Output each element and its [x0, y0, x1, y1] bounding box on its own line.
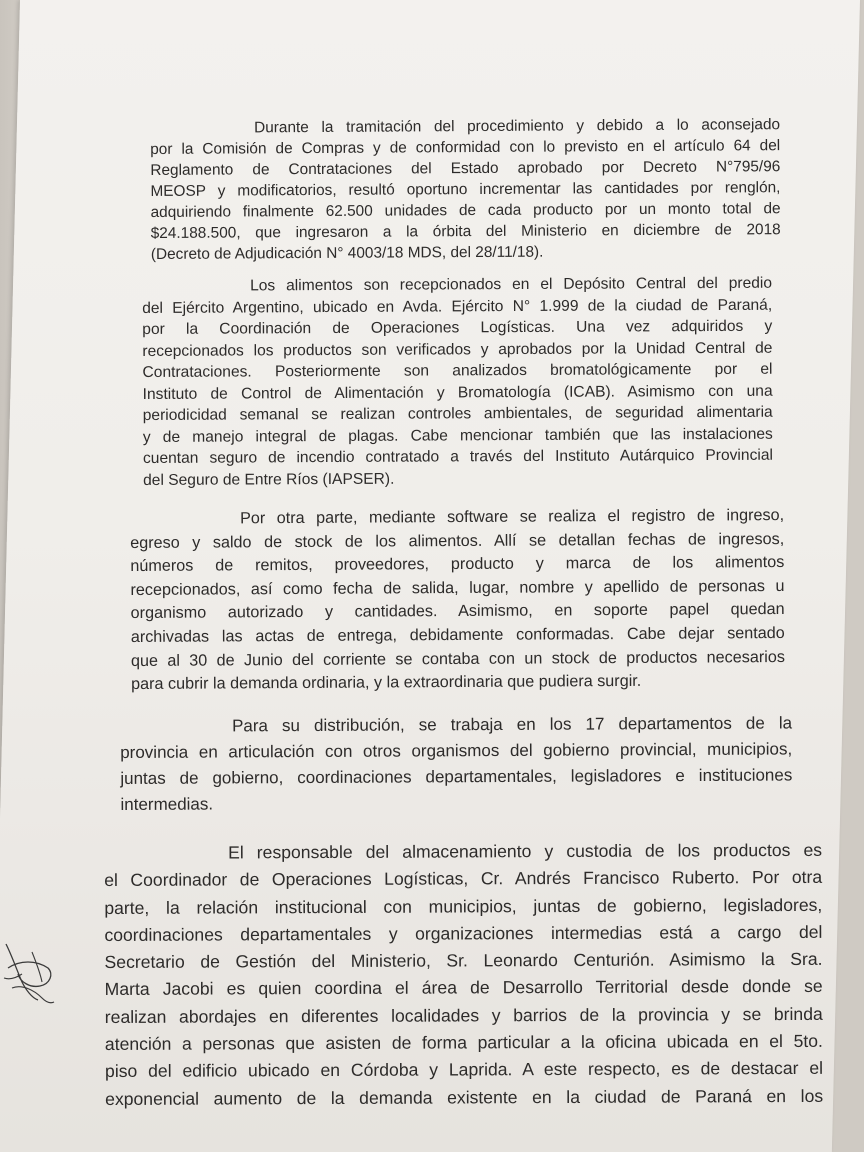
text-line: Para su distribución, se trabaja en los 17 departamentos de la	[232, 713, 793, 736]
text-line: para cubrir la demanda ordinaria, y la extraordinaria que pudiera surgir.	[131, 672, 642, 694]
paragraph-stock-registry	[130, 504, 785, 697]
text-line: intermedias.	[120, 794, 214, 814]
text-line: parte, la relación institucional con municipios, juntas de gobierno, legisladores,	[104, 894, 823, 918]
text-line: que al 30 de Junio del corriente se contaba con un stock de productos necesarios	[130, 647, 785, 670]
text-line: El responsable del almacenamiento y custodia de los productos es	[228, 839, 823, 863]
text-line: Los alimentos son recepcionados en el Depósito Central del predio	[250, 274, 773, 295]
paragraph-procurement	[150, 114, 781, 265]
text-line: y de manejo integral de plagas. Cabe mencionar también que las instalaciones	[142, 425, 773, 446]
text-line: cuentan seguro de incendio contratado a través del Instituto Autárquico Provincial	[142, 446, 773, 467]
text-line: del Ejército Argentino, ubicado en Avda. Ejército N° 1.999 de la ciudad de Paraná,	[142, 296, 773, 317]
text-line: recepcionados, así como fecha de salida, lugar, nombre y apellido de personas u	[130, 576, 785, 599]
text-line: juntas de gobierno, coordinaciones departamentales, legisladores e instituciones	[120, 765, 793, 788]
text-line: Marta Jacobi es quien coordina el área de Desarrollo Territorial desde donde se	[104, 976, 823, 1000]
text-line: adquiriendo finalmente 62.500 unidades de cada producto por un monto total de	[150, 200, 781, 221]
text-line: organismo autorizado y cantidades. Asimismo, en soporte papel quedan	[130, 600, 785, 623]
text-line: Durante la tramitación del procedimiento y debido a lo aconsejado	[254, 116, 781, 137]
text-line: periodicidad semanal se realizan controles ambientales, de seguridad alimentaria	[142, 403, 773, 424]
paragraph-food-reception	[142, 273, 773, 491]
text-line: (Decreto de Adjudicación N° 4003/18 MDS, del 28/11/18).	[150, 243, 544, 263]
text-line: exponencial aumento de la demanda existente en la ciudad de Paraná en los	[105, 1085, 824, 1109]
text-line: Reglamento de Contrataciones del Estado aprobado por Decreto N°795/96	[150, 158, 781, 179]
text-line: recepcionados los productos son verificados y aprobados por la Unidad Central de	[142, 339, 773, 360]
text-line: piso del edificio ubicado en Córdoba y Laprida. A este respecto, es de destacar el	[104, 1058, 824, 1082]
text-line: MEOSP y modificatorios, resultó oportuno incrementar las cantidades por renglón,	[150, 179, 781, 200]
text-line: Secretario de Gestión del Ministerio, Sr. Leonardo Centurión. Asimismo la Sra.	[104, 949, 823, 973]
text-line: Contrataciones. Posteriormente son analizados bromatológicamente por el	[142, 360, 773, 381]
text-line: por la Coordinación de Operaciones Logísticas. Una vez adquiridos y	[142, 317, 773, 338]
text-line: del Seguro de Entre Ríos (IAPSER).	[143, 470, 395, 489]
text-line: por la Comisión de Compras y de conformidad con lo previsto en el artículo 64 del	[150, 137, 781, 158]
text-line: provincia en articulación con otros organismos del gobierno provincial, municipios,	[120, 739, 793, 762]
text-line: realizan abordajes en diferentes localidades y barrios de la provincia y se brinda	[104, 1003, 823, 1027]
text-line: $24.188.500, que ingresaron a la órbita del Ministerio en diciembre de 2018	[150, 221, 781, 242]
text-line: Instituto de Control de Alimentación y Bromatología (ICAB). Asimismo con una	[142, 382, 773, 403]
text-line: archivadas las actas de entrega, debidamente conformadas. Cabe dejar sentado	[130, 623, 785, 646]
text-line: atención a personas que asisten de forma particular a la oficina ubicada en el 5to.	[104, 1030, 823, 1055]
paragraph-responsibles	[104, 837, 823, 1113]
margin-signature-icon	[2, 938, 58, 1006]
text-line: el Coordinador de Operaciones Logísticas, Cr. Andrés Francisco Ruberto. Por otra	[104, 867, 823, 891]
paragraph-distribution	[120, 710, 793, 818]
text-line: números de remitos, proveedores, producto y marca de los alimentos	[130, 553, 785, 576]
text-line: coordinaciones departamentales y organizaciones intermedias está a cargo del	[104, 921, 823, 945]
text-line: Por otra parte, mediante software se realiza el registro de ingreso,	[240, 506, 785, 528]
text-line: egreso y saldo de stock de los alimentos. Allí se detallan fechas de ingresos,	[130, 529, 785, 552]
